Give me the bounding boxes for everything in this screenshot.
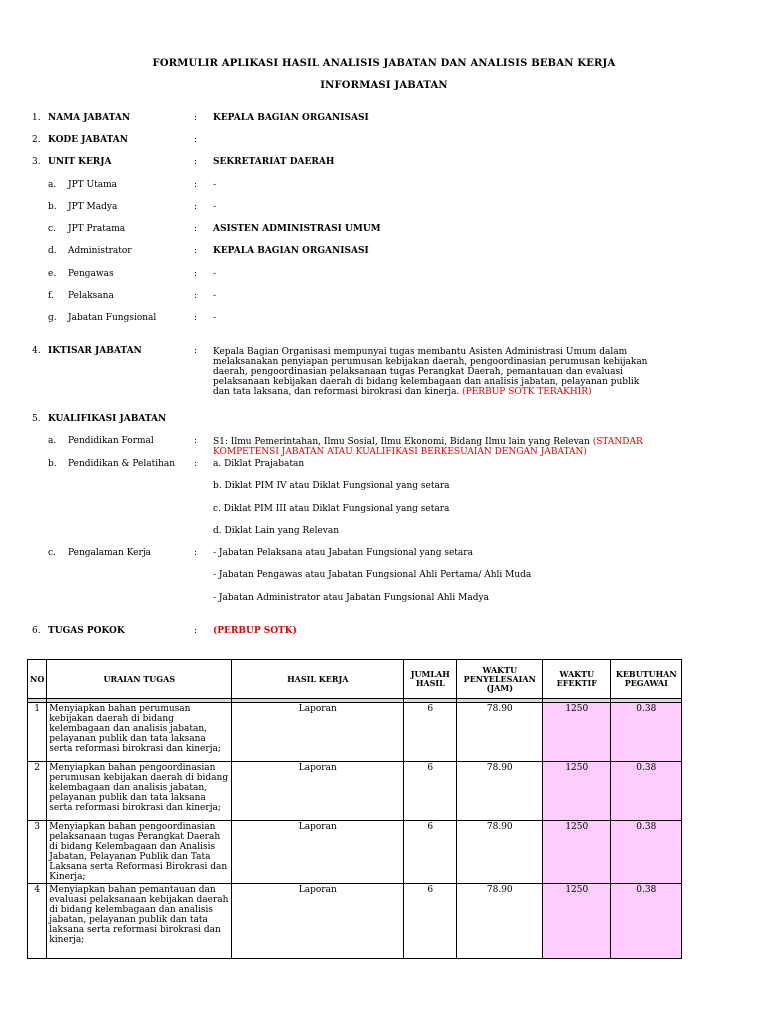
cell-hasil: Laporan xyxy=(232,762,404,821)
cell-uraian: Menyiapkan bahan pengoordinasian pelaksanaan tugas Perangkat Daerah di bidang Kelembagaan dan Analisis Jabatan, Pelayanan Publik dan Tata Laksana serta Reformasi Birokrasi dan Kinerja; xyxy=(47,821,232,884)
cell-waktu: 78.90 xyxy=(457,703,543,762)
iktisar-note: (PERBUP SOTK TERAKHIR) xyxy=(462,387,592,397)
pengalaman-item: - Jabatan Pelaksana atau Jabatan Fungsional yang setara xyxy=(213,548,473,558)
sub-letter: f. xyxy=(48,291,54,301)
field-colon: : xyxy=(194,180,198,190)
pengalaman-item: - Jabatan Administrator atau Jabatan Fungsional Ahli Madya xyxy=(213,593,489,603)
field-colon: : xyxy=(194,224,198,234)
pengalaman-item: - Jabatan Pengawas atau Jabatan Fungsional Ahli Pertama/ Ahli Muda xyxy=(213,570,532,580)
field-number: 6. xyxy=(32,626,41,636)
cell-uraian: Menyiapkan bahan pengoordinasian perumusan kebijakan daerah di bidang kelembagaan dan analisis jabatan, pelayanan publik dan tata laksana serta reformasi birokrasi dan kinerja; xyxy=(47,762,232,821)
sub-value: KEPALA BAGIAN ORGANISASI xyxy=(213,246,369,256)
sub-value: - xyxy=(213,202,217,212)
field-number: 4. xyxy=(32,346,41,356)
field-value: SEKRETARIAT DAERAH xyxy=(213,157,335,167)
table-row xyxy=(28,884,682,959)
cell-kebutuhan: 0.38 xyxy=(611,703,682,762)
sub-label: JPT Madya xyxy=(68,202,118,212)
field-colon: : xyxy=(194,626,198,636)
field-colon: : xyxy=(194,346,198,356)
field-value: KEPALA BAGIAN ORGANISASI xyxy=(213,113,369,123)
cell-jumlah: 6 xyxy=(404,762,457,821)
field-colon: : xyxy=(194,113,198,123)
field-number: 1. xyxy=(32,113,41,123)
cell-hasil: Laporan xyxy=(232,703,404,762)
header-kebutuhan: KEBUTUHAN PEGAWAI xyxy=(611,660,682,699)
field-colon: : xyxy=(194,269,198,279)
header-uraian: URAIAN TUGAS xyxy=(47,660,232,699)
header-efektif: WAKTU EFEKTIF xyxy=(543,660,611,699)
cell-kebutuhan: 0.38 xyxy=(611,884,682,959)
unit-sub-jpt-utama xyxy=(0,180,768,194)
section-title: INFORMASI JABATAN xyxy=(320,80,448,91)
field-colon: : xyxy=(194,135,198,145)
field-label: IKTISAR JABATAN xyxy=(48,346,142,356)
cell-no: 3 xyxy=(28,821,47,884)
sub-letter: e. xyxy=(48,269,57,279)
sub-value: - xyxy=(213,291,217,301)
sub-label: Jabatan Fungsional xyxy=(68,313,157,323)
cell-jumlah: 6 xyxy=(404,884,457,959)
unit-sub-jpt-madya xyxy=(0,202,768,216)
cell-efektif: 1250 xyxy=(543,762,611,821)
cell-jumlah: 6 xyxy=(404,703,457,762)
cell-no: 1 xyxy=(28,703,47,762)
header-jumlah: JUMLAH HASIL xyxy=(404,660,457,699)
sub-letter: d. xyxy=(48,246,57,256)
field-kualifikasi-jabatan xyxy=(0,414,768,428)
sub-letter: a. xyxy=(48,436,57,446)
cell-jumlah: 6 xyxy=(404,821,457,884)
table-row xyxy=(28,821,682,884)
field-unit-kerja xyxy=(0,157,768,171)
unit-sub-pengawas xyxy=(0,269,768,283)
iktisar-body: Kepala Bagian Organisasi mempunyai tugas membantu Asisten Administrasi Umum dalam melaksanakan penyiapan perumusan kebijakan daerah, pengoordinasian perumusan kebijakan daerah, pengoordinasian pelaksanaan tugas Perangkat Daerah, pemantauan dan evaluasi pelaksanaan kebijakan daerah di bidang kelembagaan dan analisis jabatan, pelayanan publik dan tata laksana, dan reformasi birokrasi dan kinerja. xyxy=(213,347,648,397)
header-hasil: HASIL KERJA xyxy=(232,660,404,699)
sub-value: - xyxy=(213,269,217,279)
header-waktu: WAKTU PENYELESAIAN (JAM) xyxy=(457,660,543,699)
sub-letter: c. xyxy=(48,224,56,234)
document-title: FORMULIR APLIKASI HASIL ANALISIS JABATAN DAN ANALISIS BEBAN KERJA xyxy=(152,58,616,69)
table-row xyxy=(28,762,682,821)
field-label: TUGAS POKOK xyxy=(48,626,125,636)
sub-letter: b. xyxy=(48,202,57,212)
field-label: KODE JABATAN xyxy=(48,135,128,145)
sub-label: JPT Utama xyxy=(68,180,117,190)
tugas-note: (PERBUP SOTK) xyxy=(213,626,297,636)
field-colon: : xyxy=(194,313,198,323)
cell-uraian: Menyiapkan bahan pemantauan dan evaluasi pelaksanaan kebijakan daerah di bidang kelembagaan dan analisis jabatan, pelayanan publik dan tata laksana serta reformasi birokrasi dan kinerja; xyxy=(47,884,232,959)
field-label: NAMA JABATAN xyxy=(48,113,131,123)
sub-label: Pendidikan Formal xyxy=(68,436,154,446)
field-nama-jabatan xyxy=(0,113,768,127)
field-colon: : xyxy=(194,459,198,469)
sub-letter: a. xyxy=(48,180,57,190)
cell-efektif: 1250 xyxy=(543,884,611,959)
sub-letter: g. xyxy=(48,313,57,323)
field-colon: : xyxy=(194,291,198,301)
field-colon: : xyxy=(194,548,198,558)
sub-value: ASISTEN ADMINISTRASI UMUM xyxy=(213,224,381,234)
pelatihan-item: a. Diklat Prajabatan xyxy=(213,459,305,469)
cell-efektif: 1250 xyxy=(543,821,611,884)
field-number: 2. xyxy=(32,135,41,145)
pendidikan-formal-note: (STANDAR KOMPETENSI JABATAN ATAU KUALIFIKASI BERKESUAIAN DENGAN JABATAN) xyxy=(213,437,643,457)
cell-waktu: 78.90 xyxy=(457,762,543,821)
cell-no: 4 xyxy=(28,884,47,959)
sub-value: - xyxy=(213,180,217,190)
pelatihan-item: c. Diklat PIM III atau Diklat Fungsional yang setara xyxy=(213,504,450,514)
cell-kebutuhan: 0.38 xyxy=(611,821,682,884)
pendidikan-pelatihan xyxy=(0,459,768,473)
field-colon: : xyxy=(194,436,198,446)
field-colon: : xyxy=(194,202,198,212)
cell-efektif: 1250 xyxy=(543,703,611,762)
field-number: 3. xyxy=(32,157,41,167)
cell-waktu: 78.90 xyxy=(457,884,543,959)
sub-label: Administrator xyxy=(68,246,132,256)
sub-label: JPT Pratama xyxy=(68,224,126,234)
pendidikan-formal-text xyxy=(213,437,653,457)
sub-label: Pendidikan & Pelatihan xyxy=(68,459,176,469)
sub-letter: b. xyxy=(48,459,57,469)
sub-label: Pengalaman Kerja xyxy=(68,548,151,558)
field-label: UNIT KERJA xyxy=(48,157,112,167)
sub-label: Pengawas xyxy=(68,269,114,279)
unit-sub-administrator xyxy=(0,246,768,260)
iktisar-text xyxy=(213,347,653,397)
pelatihan-item: d. Diklat Lain yang Relevan xyxy=(213,526,340,536)
field-number: 5. xyxy=(32,414,41,424)
unit-sub-jabatan-fungsional xyxy=(0,313,768,327)
header-no: NO xyxy=(28,660,47,699)
pelatihan-item: b. Diklat PIM IV atau Diklat Fungsional yang setara xyxy=(213,481,450,491)
field-colon: : xyxy=(194,157,198,167)
table-row xyxy=(28,703,682,762)
cell-uraian: Menyiapkan bahan perumusan kebijakan daerah di bidang kelembagaan dan analisis jabatan, pelayanan publik dan tata laksana serta reformasi birokrasi dan kinerja; xyxy=(47,703,232,762)
unit-sub-pelaksana xyxy=(0,291,768,305)
field-colon: : xyxy=(194,246,198,256)
cell-kebutuhan: 0.38 xyxy=(611,762,682,821)
cell-hasil: Laporan xyxy=(232,821,404,884)
sub-letter: c. xyxy=(48,548,56,558)
cell-hasil: Laporan xyxy=(232,884,404,959)
table-header-row xyxy=(28,660,682,699)
unit-sub-jpt-pratama xyxy=(0,224,768,238)
tugas-table xyxy=(27,659,682,959)
cell-waktu: 78.90 xyxy=(457,821,543,884)
pendidikan-formal-body: S1: Ilmu Pemerintahan, Ilmu Sosial, Ilmu Ekonomi, Bidang Ilmu lain yang Relevan xyxy=(213,437,590,447)
sub-value: - xyxy=(213,313,217,323)
sub-label: Pelaksana xyxy=(68,291,114,301)
cell-no: 2 xyxy=(28,762,47,821)
field-label: KUALIFIKASI JABATAN xyxy=(48,414,167,424)
field-tugas-pokok xyxy=(0,626,768,640)
field-kode-jabatan xyxy=(0,135,768,149)
